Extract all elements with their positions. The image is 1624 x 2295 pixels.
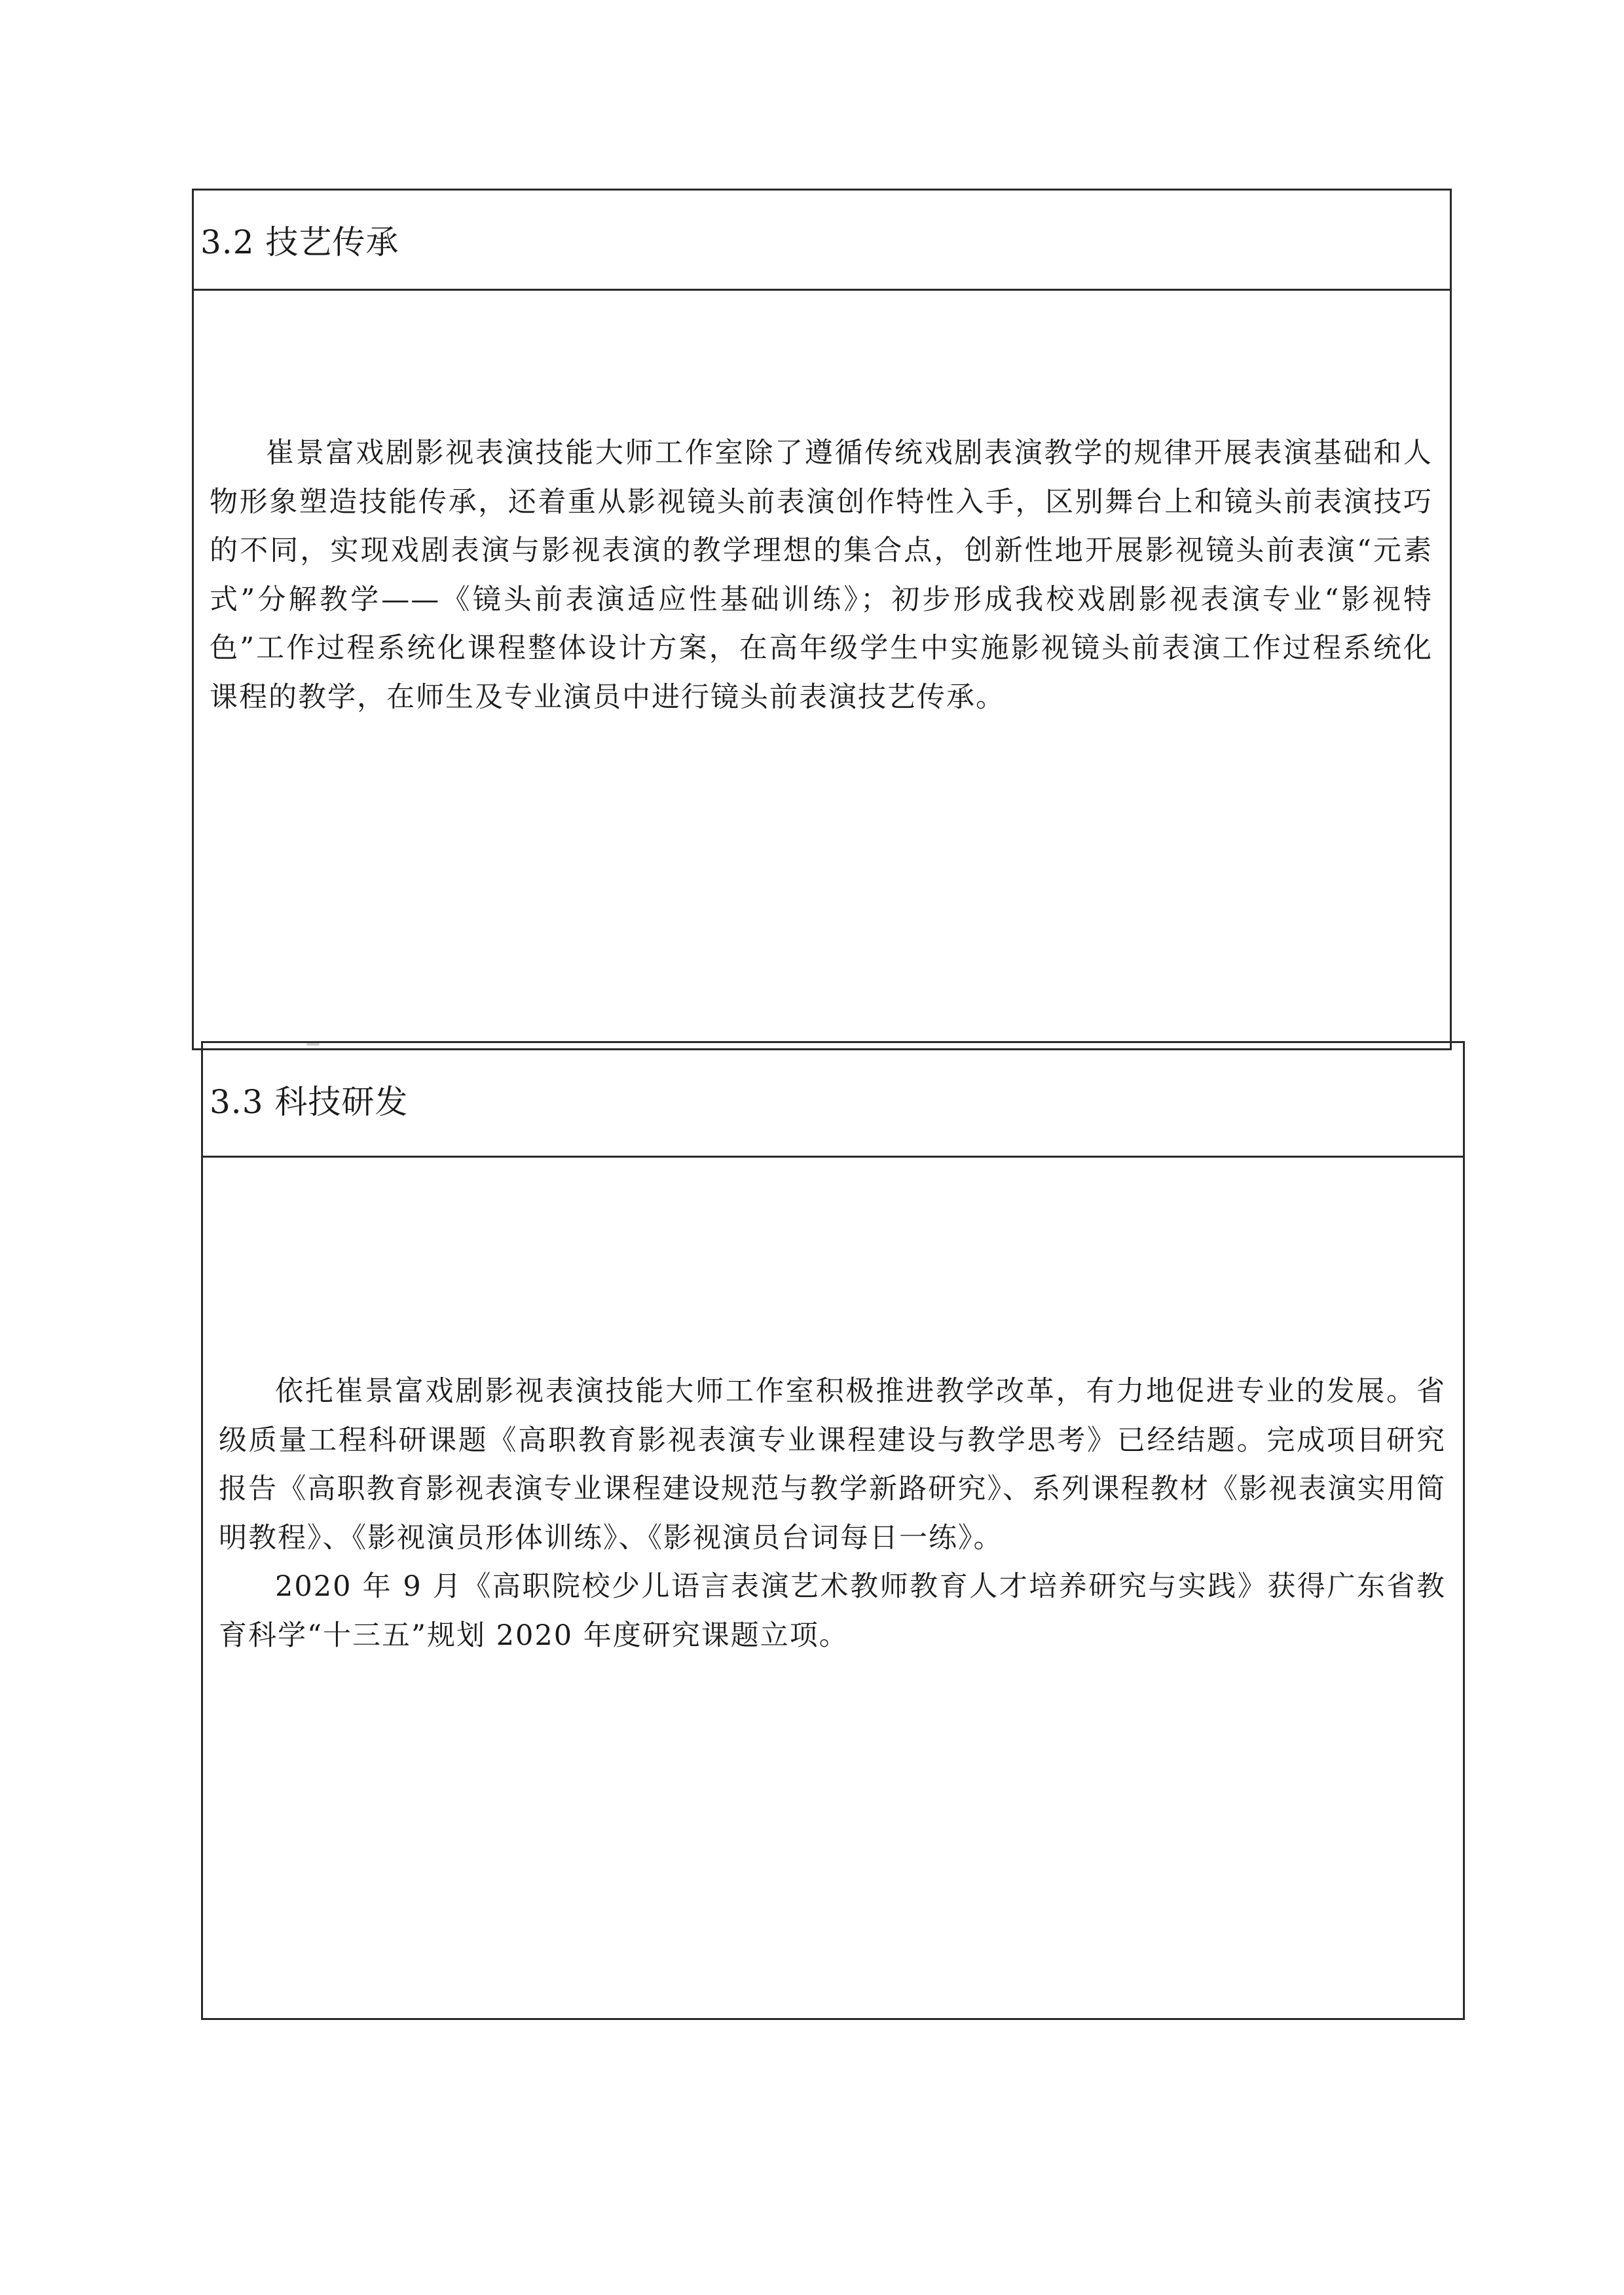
paragraph: 崔景富戏剧影视表演技能大师工作室除了遵循传统戏剧表演教学的规律开展表演基础和人物形象塑造技能传承，还着重从影视镜头前表演创作特性入手，区别舞台上和镜头前表演技巧的不同，实现戏剧表演与影视表演的教学理想的集合点，创新性地开展影视镜头前表演“元素式”分解教学——《镜头前表演适应性基础训练》；初步形成我校戏剧影视表演专业“影视特色”工作过程系统化课程整体设计方案，在高年级学生中实施影视镜头前表演工作过程系统化课程的教学，在师生及专业演员中进行镜头前表演技艺传承。 [210, 437, 1433, 714]
section-body [194, 291, 1450, 1048]
paragraph: 依托崔景富戏剧影视表演技能大师工作室积极推进教学改革，有力地促进专业的发展。省级质量工程科研课题《高职教育影视表演专业课程建设与教学思考》已经结题。完成项目研究报告《高职教育影视表演专业课程建设规范与教学新路研究》、系列课程教材《影视表演实用简明教程》、《影视演员形体训练》、《影视演员台词每日一练》。 [219, 1375, 1446, 1554]
section-header [194, 191, 1450, 291]
section-header [203, 1043, 1463, 1158]
section-box-skill-inheritance [192, 189, 1452, 1050]
paragraph: 2020 年 9 月《高职院校少儿语言表演艺术教师教育人才培养研究与实践》获得广东省教育科学“十三五”规划 2020 年度研究课题立项。 [219, 1570, 1446, 1652]
section-box-research-development [201, 1041, 1465, 2020]
section-heading: 3.2 技艺传承 [200, 223, 399, 261]
section-body [203, 1158, 1463, 2018]
section-heading: 3.3 科技研发 [210, 1083, 409, 1121]
